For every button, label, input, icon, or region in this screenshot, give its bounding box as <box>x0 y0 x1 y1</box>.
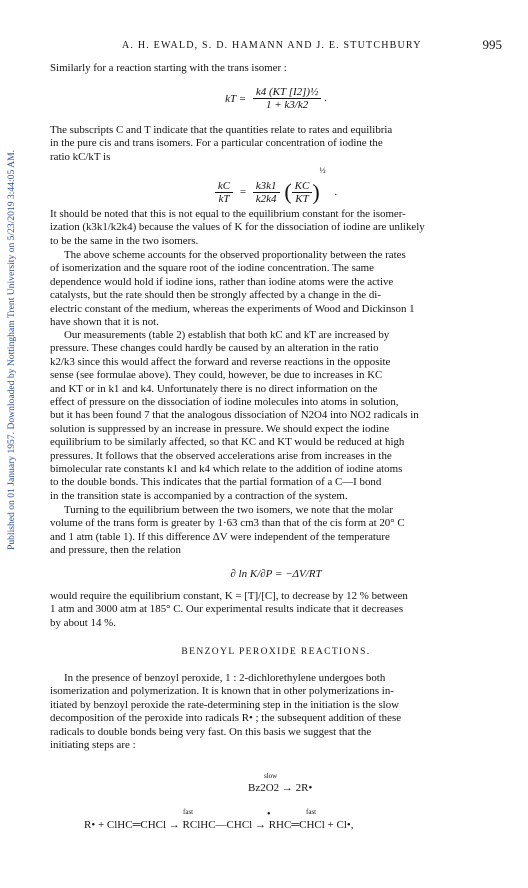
equation-ratio <box>50 166 502 205</box>
equation-period: . <box>334 186 338 199</box>
section-heading: BENZOYL PEROXIDE REACTIONS. <box>181 647 371 657</box>
reaction-addition <box>50 808 502 836</box>
equation-lhs: kT = <box>225 92 247 105</box>
page-number: 995 <box>482 37 502 52</box>
equals-sign: = <box>239 186 247 199</box>
equation-fraction <box>253 86 321 111</box>
label-slow: slow <box>264 772 278 780</box>
paragraph-subscripts: The subscripts C and T indicate that the quantities relate to rates and equilibria in the pure cis and trans isomers. For a particular concentration of iodine the ratio kC/kT is <box>50 124 393 163</box>
ratio-mid-num: k3k1 <box>253 180 280 193</box>
ratio-rate-constants <box>253 180 280 205</box>
equation-dlnK: ∂ ln K/∂P = −ΔV/RT <box>230 568 322 580</box>
paragraph-benzoyl: In the presence of benzoyl peroxide, 1 : 2-dichlorethylene undergoes both isomerization and polymerization. It is known that in other polymerizations in- itiated by benzoyl peroxide the rate-determining step in the initiation is the slow decomposition of the peroxide into radicals R• ; the subsequent addition of these radicals to double bonds being very fast. On this basis we suggest that the initiating steps are : <box>50 672 402 752</box>
left-paren: ( <box>284 179 292 205</box>
radical-dot: • <box>267 809 271 820</box>
running-header <box>50 37 502 54</box>
paragraph-scheme: The above scheme accounts for the observed proportionality between the rates of isomerization and the square root of the iodine concentration. The same dependence would hold if iodine ions, rather than iodine atoms were the active catalysts, but the rate should then be strongly affected by a change in the di- electric constant of the medium, whereas the experiments of Wood and Dickinson 1 have shown that it is not. <box>50 249 415 329</box>
label-fast-1: fast <box>183 808 194 816</box>
equation-period: . <box>324 92 327 105</box>
fraction-numerator: k4 (KT [I2])½ <box>253 86 321 99</box>
paragraph-measurements: Our measurements (table 2) establish that both kC and kT are increased by pressure. These changes could hardly be caused by an alteration in the ratio k2/k3 since this would affect the forward and reverse reactions in the opposite sense (see formulae above). They could, however, be due to increases in KC and KT or in k1 and k4. Unfortunately there is no direct information on the effect of pressure on the dissociation of iodine molecules into atoms in solution, but it has been found 7 that the analogous dissociation of N2O4 into NO2 radicals in solution is suppressed by an increase in pressure. We should expect the iodine equilibrium to be similarly affected, so that KC and KT would be reduced at high pressures. It follows that the observed accelerations arise from increases in the bimolecular rate constants k1 and k4 which relate to the addition of iodine atoms to the double bonds. This indicates that the partial formation of a C—I bond in the transition state is accompanied by a contraction of the system. <box>50 329 419 502</box>
right-paren: ) <box>312 179 320 205</box>
exponent-half: ½ <box>319 166 326 175</box>
equation-kT <box>50 86 502 111</box>
ratio-paren-num: KC <box>292 180 313 193</box>
paragraph-constant: would require the equilibrium constant, K = [T]/[C], to decrease by 12 % between 1 atm and 3000 atm at 185° C. Our experimental results indicate that it decreases by about 14 %. <box>50 590 408 629</box>
paragraph-equilibrium: Turning to the equilibrium between the two isomers, we note that the molar volume of the trans form is greater by 1·63 cm3 than that of the cis form at 20° C and 1 atm (table 1). If this difference ΔV were independent of the temperature and pressure, then the relation <box>50 504 405 557</box>
label-fast-2: fast <box>306 808 317 816</box>
ratio-mid-den: k2k4 <box>255 192 277 205</box>
reaction-decomposition <box>50 772 502 798</box>
ratio-lhs-num: kC <box>215 180 233 193</box>
ratio-paren-den: KT <box>295 192 309 205</box>
ratio-lhs-den: kT <box>218 192 230 205</box>
ratio-equilibrium-constants <box>292 180 313 205</box>
ratio-lhs <box>215 180 233 205</box>
fraction-denominator: 1 + k3/k2 <box>265 99 309 111</box>
reaction-decomposition-text: Bz2O2 → 2R• <box>248 782 313 794</box>
paragraph-isomerization: It should be noted that this is not equal to the equilibrium constant for the isomer- ization (k3k1/k2k4) because the values of K for the dissociation of iodine are unlikely to be the same in the two isomers. <box>50 208 425 247</box>
download-notice: Published on 01 January 1957. Downloaded by Nottingham Trent University on 5/23/2019 3:44:05 AM. <box>6 150 17 550</box>
paragraph-trans: Similarly for a reaction starting with the trans isomer : <box>50 62 287 74</box>
reaction-addition-text: R• + ClHC═CHCl → RClHC—CHCl → RHC═CHCl + Cl•, <box>84 819 354 831</box>
running-title: A. H. EWALD, S. D. HAMANN AND J. E. STUTCHBURY <box>122 40 422 51</box>
